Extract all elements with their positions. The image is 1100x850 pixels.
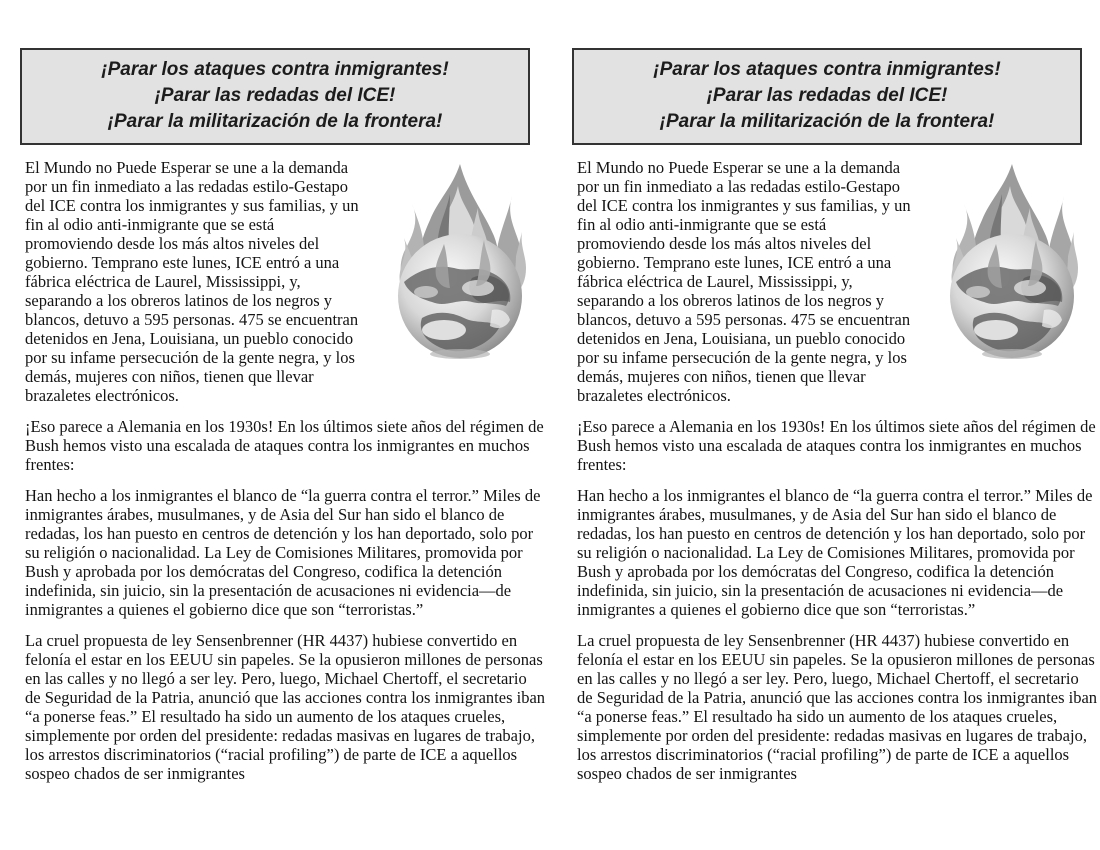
paragraph-2: ¡Eso parece a Alemania en los 1930s! En los últimos siete años del régimen de Bush hemos visto una escalada de ataques contra los inmigrantes en muchos frentes: [577, 417, 1096, 474]
headline-line-2: ¡Parar las redadas del ICE! [706, 85, 948, 106]
paragraph-4: La cruel propuesta de ley Sensenbrenner (HR 4437) hubiese convertido en felonía el estar en los EEUU sin papeles. Se la opusieron millones de personas en las calles y no llegó a ser ley. Pero, luego, Michael Chertoff, el secretario de Seguridad de la Patria, anunció que las acciones contra los inmigrantes iban “a ponerse feas.” El resultado ha sido un aumento de los ataques crueles, simplemente por orden del presidente: redadas masivas en lugares de trabajo, los arrestos discriminatorios (“racial profiling”) de parte de ICE a aquellos sospeo chados de ser inmigrantes [577, 631, 1098, 783]
paragraph-3: Han hecho a los inmigrantes el blanco de “la guerra contra el terror.” Miles de inmigrantes árabes, musulmanes, y de Asia del Sur han sido el blanco de redadas, los han puesto en centros de detención y los han deportado, solo por su religión o nacionalidad. La Ley de Comisiones Militares, promovida por Bush y aprobada por los demócratas del Congreso, codifica la detención indefinida, sin juicio, sin la presentación de acusaciones ni evidencia—de inmigrantes a quienes el gobierno dice que son “terroristas.” [25, 486, 541, 619]
headline-box [572, 48, 1082, 145]
paragraph-3: Han hecho a los inmigrantes el blanco de “la guerra contra el terror.” Miles de inmigrantes árabes, musulmanes, y de Asia del Sur han sido el blanco de redadas, los han puesto en centros de detención y los han deportado, solo por su religión o nacionalidad. La Ley de Comisiones Militares, promovida por Bush y aprobada por los demócratas del Congreso, codifica la detención indefinida, sin juicio, sin la presentación de acusaciones ni evidencia—de inmigrantes a quienes el gobierno dice que son “terroristas.” [577, 486, 1093, 619]
headline-box [20, 48, 530, 145]
paragraph-1 [577, 158, 1098, 405]
headline-line-3: ¡Parar la militarización de la frontera! [107, 111, 443, 132]
headline-line-1: ¡Parar los ataques contra inmigrantes! [653, 59, 1001, 80]
paragraph-2: ¡Eso parece a Alemania en los 1930s! En los últimos siete años del régimen de Bush hemos visto una escalada de ataques contra los inmigrantes en muchos frentes: [25, 417, 544, 474]
body-text [25, 158, 546, 783]
headline-line-2: ¡Parar las redadas del ICE! [154, 85, 396, 106]
headline-line-3: ¡Parar la militarización de la frontera! [659, 111, 995, 132]
burning-earth-image [926, 160, 1098, 362]
headline-line-1: ¡Parar los ataques contra inmigrantes! [101, 59, 449, 80]
paragraph-1-text: El Mundo no Puede Esperar se une a la demanda por un fin inmediato a las redadas estilo-Gestapo del ICE contra los inmigrantes y sus familias, y un fin al odio anti-inmigrante que se está promoviendo desde los más altos niveles del gobierno. Temprano este lunes, ICE entró a una fábrica eléctrica de Laurel, Mississippi, y, separando a los obreros latinos de los negros y blancos, detuvo a 595 personas. 475 se encuentran detenidos en Jena, Louisiana, un pueblo conocido por su infame persecución de la gente negra, y los demás, mujeres con niños, tienen que llevar brazaletes electrónicos. [577, 158, 911, 405]
paragraph-4: La cruel propuesta de ley Sensenbrenner (HR 4437) hubiese convertido en felonía el estar en los EEUU sin papeles. Se la opusieron millones de personas en las calles y no llegó a ser ley. Pero, luego, Michael Chertoff, el secretario de Seguridad de la Patria, anunció que las acciones contra los inmigrantes iban “a ponerse feas.” El resultado ha sido un aumento de los ataques crueles, simplemente por orden del presidente: redadas masivas en lugares de trabajo, los arrestos discriminatorios (“racial profiling”) de parte de ICE a aquellos sospeo chados de ser inmigrantes [25, 631, 546, 783]
body-text [577, 158, 1098, 783]
burning-earth-image [374, 160, 546, 362]
paragraph-1-text: El Mundo no Puede Esperar se une a la demanda por un fin inmediato a las redadas estilo-Gestapo del ICE contra los inmigrantes y sus familias, y un fin al odio anti-inmigrante que se está promoviendo desde los más altos niveles del gobierno. Temprano este lunes, ICE entró a una fábrica eléctrica de Laurel, Mississippi, y, separando a los obreros latinos de los negros y blancos, detuvo a 595 personas. 475 se encuentran detenidos en Jena, Louisiana, un pueblo conocido por su infame persecución de la gente negra, y los demás, mujeres con niños, tienen que llevar brazaletes electrónicos. [25, 158, 359, 405]
paragraph-1 [25, 158, 546, 405]
leaflet-copy-1 [20, 48, 546, 795]
leaflet-copy-2 [572, 48, 1098, 795]
